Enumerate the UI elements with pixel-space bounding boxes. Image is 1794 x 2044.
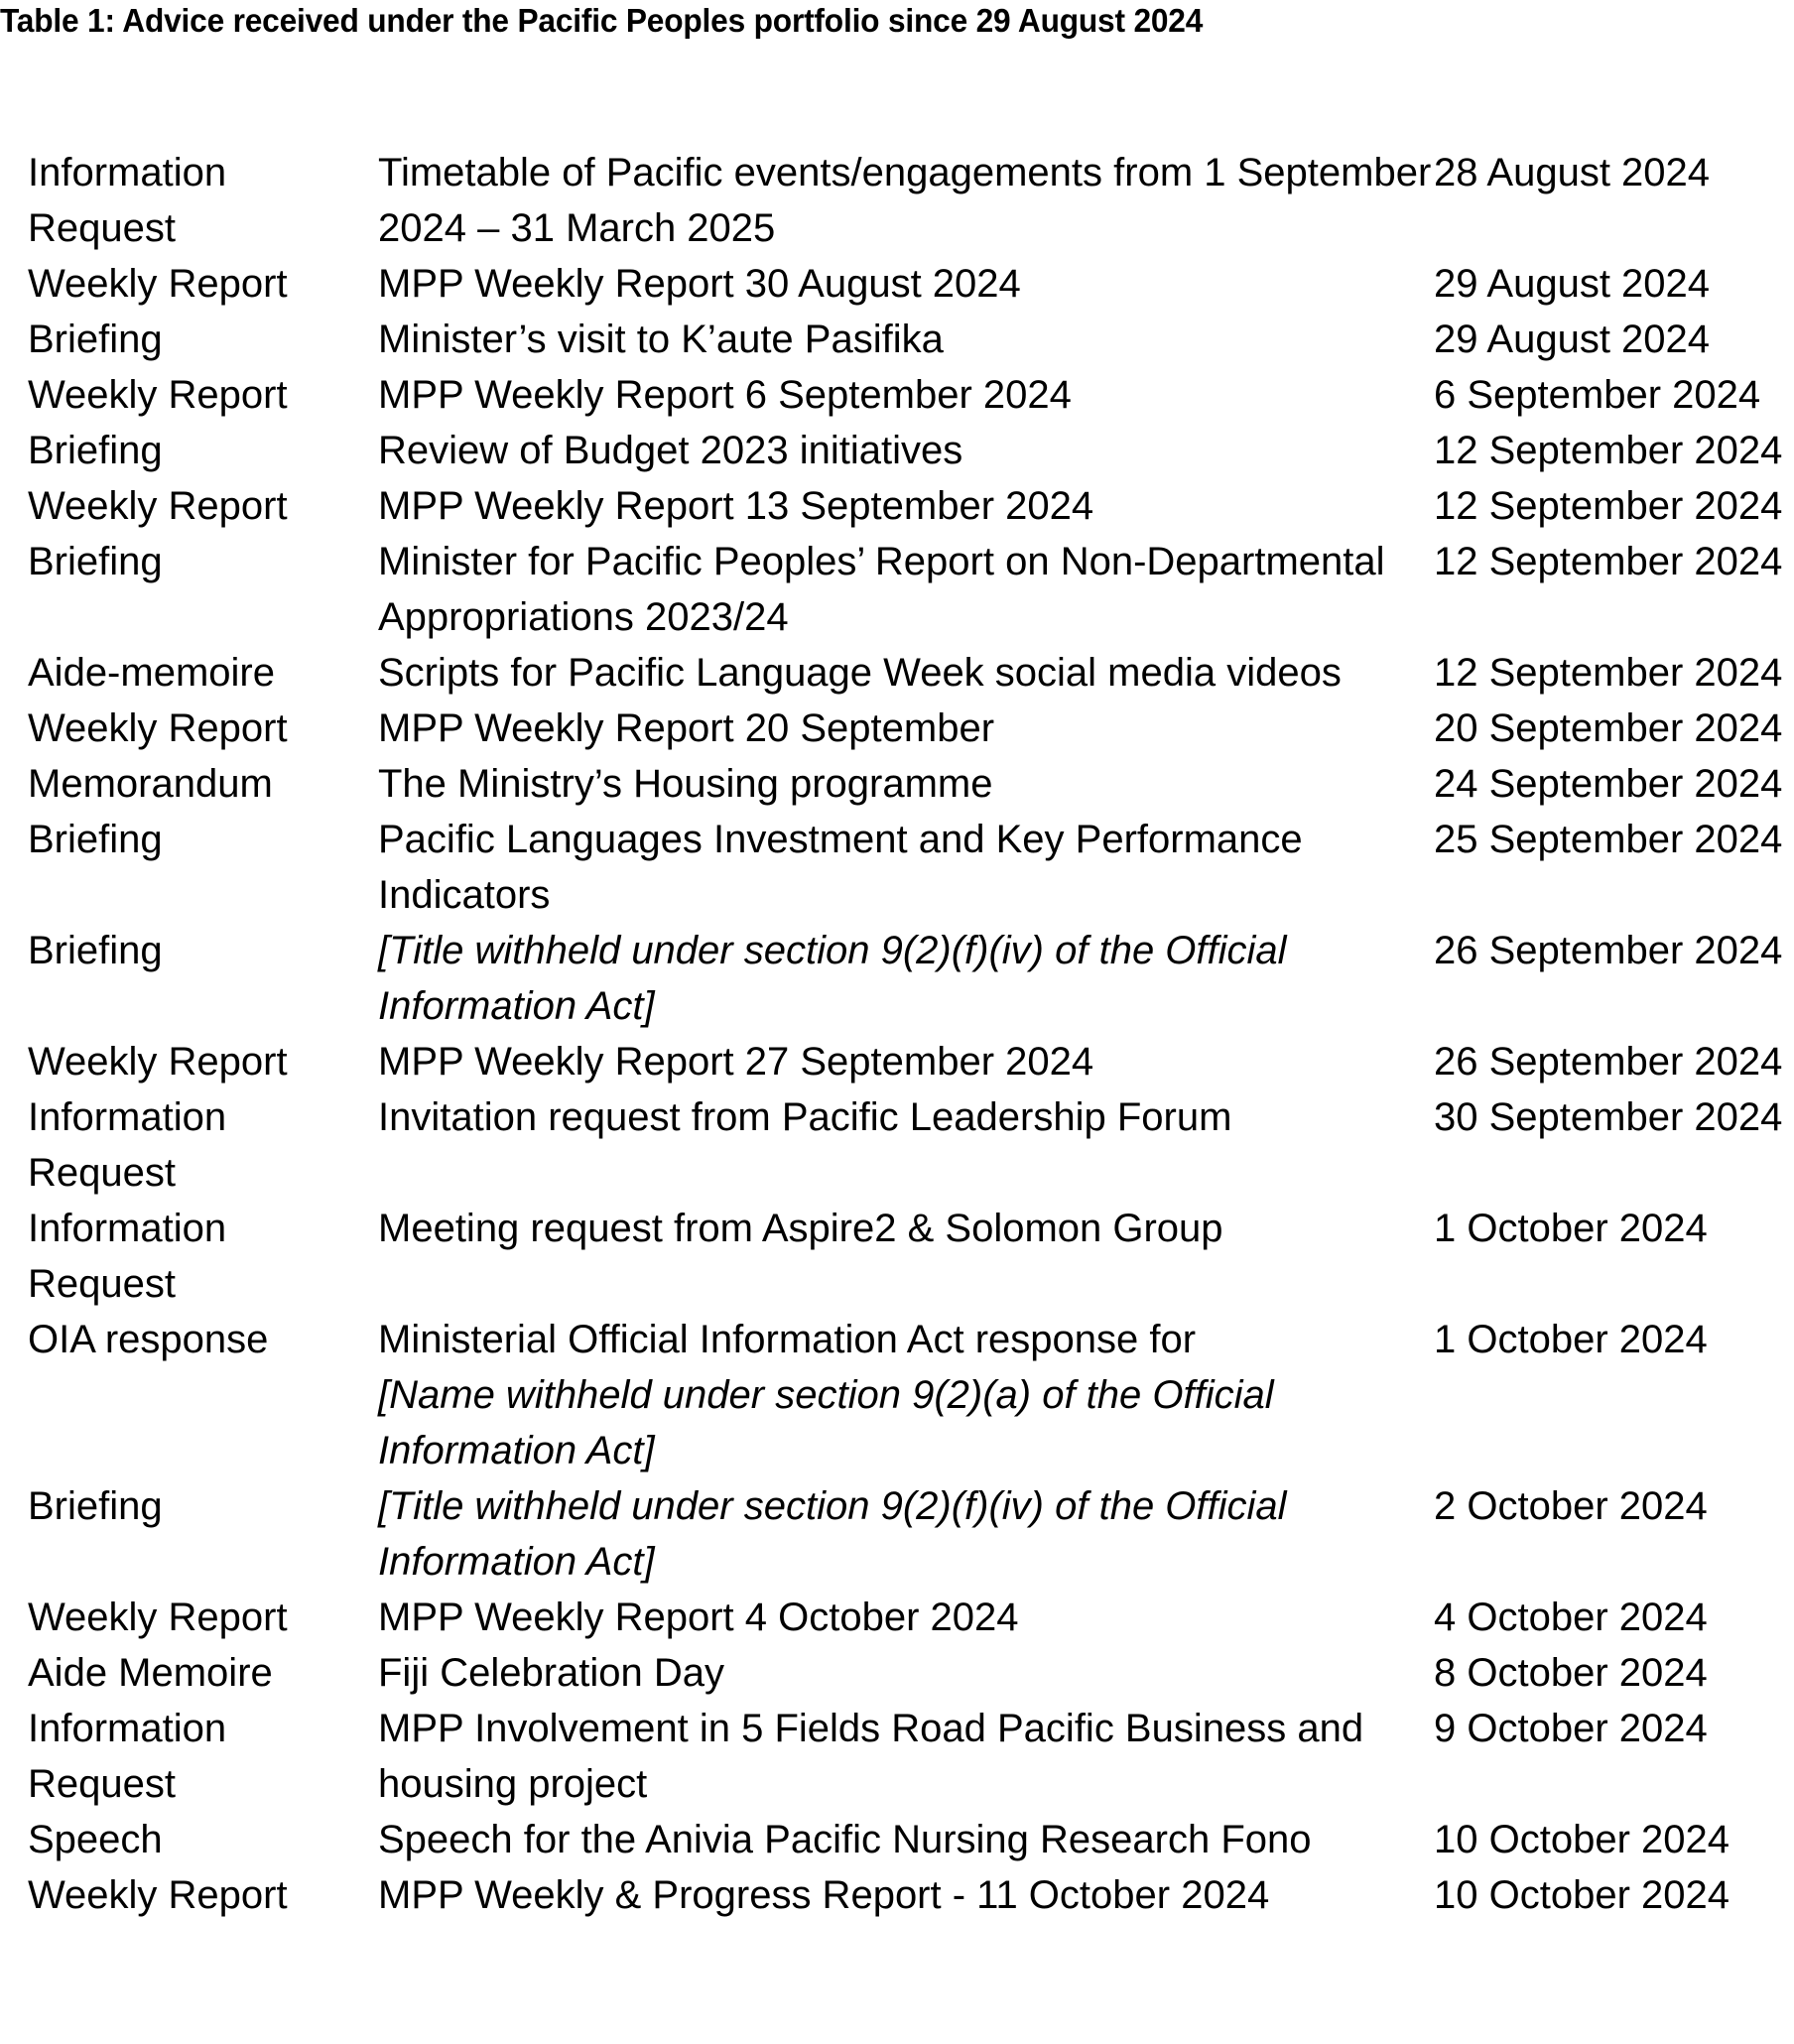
advice-date: 12 September 2024 xyxy=(1434,540,1783,583)
table-row xyxy=(0,1089,1794,1201)
table-row xyxy=(0,1867,1794,1923)
advice-date: 28 August 2024 xyxy=(1434,151,1711,194)
advice-type: Information Request xyxy=(28,1707,227,1806)
advice-date: 30 September 2024 xyxy=(1434,1095,1783,1139)
advice-title-withheld: [Title withheld under section 9(2)(f)(iv) of the Official Information Act] xyxy=(378,929,1287,1028)
advice-type: Briefing xyxy=(28,929,163,972)
advice-date: 12 September 2024 xyxy=(1434,429,1783,472)
advice-type: Aide Memoire xyxy=(28,1651,273,1695)
advice-date: 2 October 2024 xyxy=(1434,1484,1708,1528)
advice-title: MPP Weekly Report 6 September 2024 xyxy=(378,373,1072,417)
table-row xyxy=(0,923,1794,1034)
advice-title: MPP Weekly Report 30 August 2024 xyxy=(378,262,1021,306)
advice-date: 9 October 2024 xyxy=(1434,1707,1708,1750)
table-row xyxy=(0,1812,1794,1867)
advice-type: Briefing xyxy=(28,540,163,583)
advice-date: 1 October 2024 xyxy=(1434,1318,1708,1361)
advice-type: Information Request xyxy=(28,151,227,250)
advice-date: 10 October 2024 xyxy=(1434,1873,1730,1917)
advice-title: MPP Weekly Report 20 September xyxy=(378,706,995,750)
advice-title-cell xyxy=(350,1312,1434,1478)
advice-date: 8 October 2024 xyxy=(1434,1651,1708,1695)
advice-type: Briefing xyxy=(28,818,163,861)
table-row xyxy=(0,812,1794,923)
advice-date: 6 September 2024 xyxy=(1434,373,1761,417)
advice-type: Briefing xyxy=(28,1484,163,1528)
advice-date: 26 September 2024 xyxy=(1434,929,1783,972)
table-row xyxy=(0,756,1794,812)
table-row xyxy=(0,1645,1794,1701)
advice-type: Speech xyxy=(28,1818,163,1861)
advice-title: MPP Weekly & Progress Report - 11 October 2024 xyxy=(378,1873,1270,1917)
table-row xyxy=(0,1312,1794,1478)
advice-date: 12 September 2024 xyxy=(1434,651,1783,695)
advice-type: Information Request xyxy=(28,1095,227,1195)
advice-title: MPP Involvement in 5 Fields Road Pacific Business and housing project xyxy=(378,1707,1364,1806)
table-row xyxy=(0,478,1794,534)
advice-table xyxy=(0,145,1794,1923)
advice-type: Weekly Report xyxy=(28,1596,288,1639)
table-row xyxy=(0,312,1794,367)
advice-title-withheld: [Name withheld under section 9(2)(a) of the Official Information Act] xyxy=(378,1373,1274,1472)
table-row xyxy=(0,645,1794,701)
advice-type: OIA response xyxy=(28,1318,269,1361)
advice-title: MPP Weekly Report 13 September 2024 xyxy=(378,484,1094,528)
advice-title: Fiji Celebration Day xyxy=(378,1651,725,1695)
advice-type: Weekly Report xyxy=(28,1873,288,1917)
advice-title: Minister’s visit to K’aute Pasifika xyxy=(378,318,944,361)
advice-date: 10 October 2024 xyxy=(1434,1818,1730,1861)
advice-title: Timetable of Pacific events/engagements from 1 September 2024 – 31 March 2025 xyxy=(378,151,1432,250)
advice-title: Scripts for Pacific Language Week social media videos xyxy=(378,651,1342,695)
advice-date: 29 August 2024 xyxy=(1434,318,1711,361)
advice-type: Weekly Report xyxy=(28,1040,288,1084)
advice-type: Information Request xyxy=(28,1207,227,1306)
table-row xyxy=(0,701,1794,756)
advice-date: 1 October 2024 xyxy=(1434,1207,1708,1250)
advice-date: 29 August 2024 xyxy=(1434,262,1711,306)
table-row xyxy=(0,256,1794,312)
advice-type: Memorandum xyxy=(28,762,273,806)
advice-type: Weekly Report xyxy=(28,706,288,750)
table-row xyxy=(0,145,1794,256)
advice-date: 12 September 2024 xyxy=(1434,484,1783,528)
advice-title: Meeting request from Aspire2 & Solomon Group xyxy=(378,1207,1223,1250)
advice-type: Briefing xyxy=(28,318,163,361)
advice-type: Briefing xyxy=(28,429,163,472)
table-row xyxy=(0,423,1794,478)
advice-title: Pacific Languages Investment and Key Performance Indicators xyxy=(378,818,1303,917)
table-row xyxy=(0,1590,1794,1645)
advice-title: Speech for the Anivia Pacific Nursing Research Fono xyxy=(378,1818,1312,1861)
advice-title: Minister for Pacific Peoples’ Report on Non-Departmental Appropriations 2023/24 xyxy=(378,540,1385,639)
advice-date: 20 September 2024 xyxy=(1434,706,1783,750)
advice-date: 25 September 2024 xyxy=(1434,818,1783,861)
table-row xyxy=(0,367,1794,423)
advice-date: 4 October 2024 xyxy=(1434,1596,1708,1639)
advice-title-withheld: [Title withheld under section 9(2)(f)(iv) of the Official Information Act] xyxy=(378,1484,1287,1584)
advice-title: Ministerial Official Information Act response for xyxy=(378,1318,1197,1361)
advice-title: The Ministry’s Housing programme xyxy=(378,762,993,806)
table-row xyxy=(0,1201,1794,1312)
advice-type: Aide-memoire xyxy=(28,651,275,695)
advice-title: Invitation request from Pacific Leadership Forum xyxy=(378,1095,1232,1139)
table-caption: Table 1: Advice received under the Pacific Peoples portfolio since 29 August 2024 xyxy=(0,2,1204,39)
table-row xyxy=(0,1478,1794,1590)
table-row xyxy=(0,1701,1794,1812)
table-row xyxy=(0,1034,1794,1089)
advice-type: Weekly Report xyxy=(28,484,288,528)
advice-title: MPP Weekly Report 4 October 2024 xyxy=(378,1596,1019,1639)
advice-date: 26 September 2024 xyxy=(1434,1040,1783,1084)
advice-date: 24 September 2024 xyxy=(1434,762,1783,806)
advice-title: Review of Budget 2023 initiatives xyxy=(378,429,963,472)
advice-title: MPP Weekly Report 27 September 2024 xyxy=(378,1040,1094,1084)
advice-type: Weekly Report xyxy=(28,262,288,306)
table-row xyxy=(0,534,1794,645)
advice-type: Weekly Report xyxy=(28,373,288,417)
